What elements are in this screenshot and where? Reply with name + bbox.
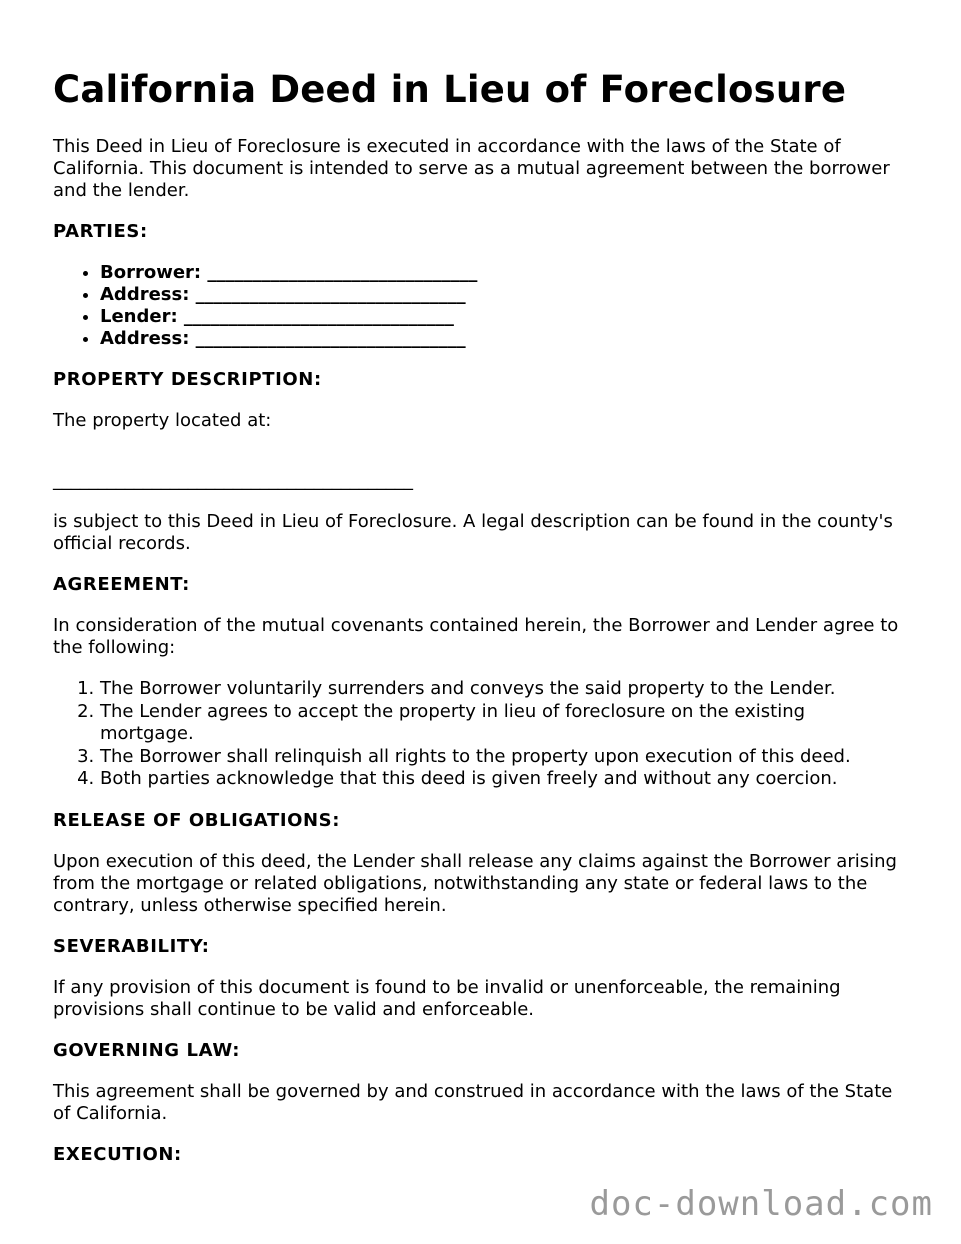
document-page xyxy=(53,66,903,1185)
property-address-blank: ________________________________________ xyxy=(53,470,413,491)
parties-list xyxy=(53,262,903,350)
agreement-item: 4. Both parties acknowledge that this deed is given freely and without any coercion. xyxy=(100,768,903,791)
agreement-lead: In consideration of the mutual covenants contained herein, the Borrower and Lender agree to the following: xyxy=(53,615,899,658)
severability-text: If any provision of this document is found to be invalid or unenforceable, the remaining provisions shall continue to be valid and enforceable. xyxy=(53,976,841,1020)
governing-law-text: This agreement shall be governed by and construed in accordance with the laws of the State of California. xyxy=(53,1080,893,1124)
intro-paragraph: This Deed in Lieu of Foreclosure is executed in accordance with the laws of the State of California. This document is intended to serve as a mutual agreement between the borrower and the lender. xyxy=(53,136,890,201)
document-title: California Deed in Lieu of Foreclosure xyxy=(53,68,847,111)
agreement-item: 1. The Borrower voluntarily surrenders and conveys the said property to the Lender. xyxy=(100,678,903,701)
party-field-lender-address: • Address: ______________________________ xyxy=(100,328,903,350)
agreement-item: 2. The Lender agrees to accept the property in lieu of foreclosure on the existing mortgage. xyxy=(100,701,903,746)
parties-heading: PARTIES: xyxy=(53,221,148,242)
release-heading: RELEASE OF OBLIGATIONS: xyxy=(53,809,341,831)
property-heading: PROPERTY DESCRIPTION: xyxy=(53,369,322,390)
party-field-borrower-address: • Address: ______________________________ xyxy=(100,284,903,306)
property-text: is subject to this Deed in Lieu of Foreclosure. A legal description can be found in the county's official records. xyxy=(53,511,893,554)
severability-heading: SEVERABILITY: xyxy=(53,935,210,957)
agreement-list xyxy=(53,678,903,791)
agreement-item: 3. The Borrower shall relinquish all rights to the property upon execution of this deed. xyxy=(100,746,903,769)
governing-law-heading: GOVERNING LAW: xyxy=(53,1039,241,1061)
watermark: doc-download.com xyxy=(589,1184,933,1224)
agreement-heading: AGREEMENT: xyxy=(53,574,190,595)
party-field-lender: • Lender: ______________________________ xyxy=(100,306,903,328)
party-field-borrower: • Borrower: ______________________________ xyxy=(100,262,903,284)
release-text: Upon execution of this deed, the Lender shall release any claims against the Borrower arising from the mortgage or related obligations, notwithstanding any state or federal laws to the contrary, unless otherwise specified herein. xyxy=(53,850,897,916)
property-lead: The property located at: xyxy=(53,410,272,431)
execution-heading: EXECUTION: xyxy=(53,1143,182,1165)
